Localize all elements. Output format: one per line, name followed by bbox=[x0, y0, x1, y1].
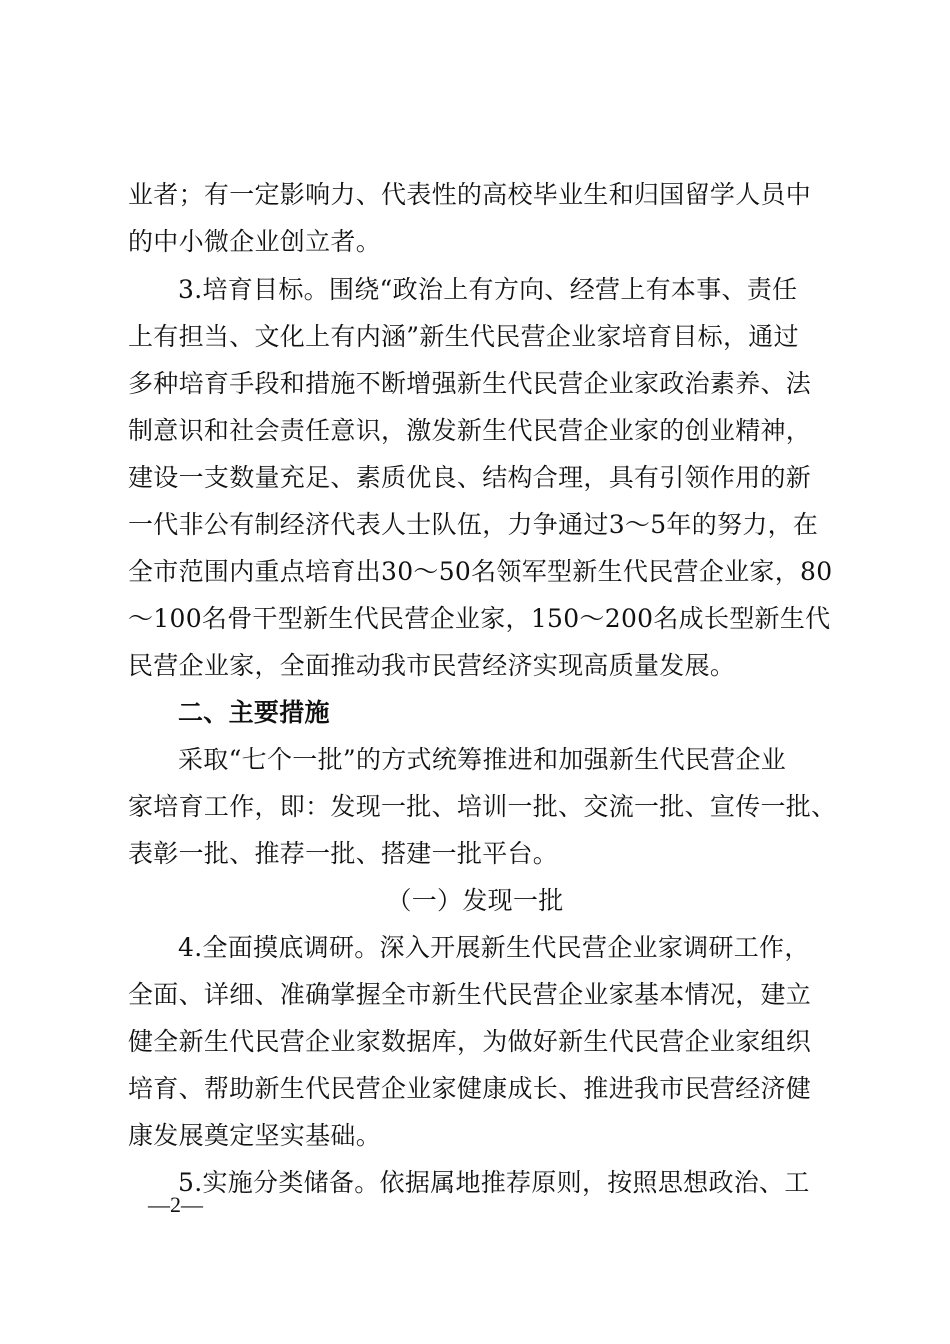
paragraph-line: 制意识和社会责任意识，激发新生代民营企业家的创业精神， bbox=[128, 416, 812, 445]
paragraph-line: 康发展奠定坚实基础。 bbox=[128, 1121, 382, 1150]
paragraph-line: 业者；有一定影响力、代表性的高校毕业生和归国留学人员中 bbox=[128, 180, 812, 209]
paragraph-line: 4.全面摸底调研。深入开展新生代民营企业家调研工作， bbox=[178, 933, 810, 962]
paragraph-line: 5.实施分类储备。依据属地推荐原则，按照思想政治、工 bbox=[178, 1168, 810, 1197]
subsection-heading: （一）发现一批 bbox=[386, 886, 564, 915]
paragraph-line: 多种培育手段和措施不断增强新生代民营企业家政治素养、法 bbox=[128, 369, 812, 398]
section-heading: 二、主要措施 bbox=[178, 698, 330, 727]
paragraph-line: 表彰一批、推荐一批、搭建一批平台。 bbox=[128, 839, 559, 868]
paragraph-line: 建设一支数量充足、素质优良、结构合理，具有引领作用的新 bbox=[128, 463, 812, 492]
paragraph-line: 健全新生代民营企业家数据库，为做好新生代民营企业家组织 bbox=[128, 1027, 812, 1056]
paragraph-line: 采取“七个一批”的方式统筹推进和加强新生代民营企业 bbox=[178, 745, 787, 774]
paragraph-line: ～100名骨干型新生代民营企业家，150～200名成长型新生代 bbox=[128, 604, 831, 633]
page-number: —2— bbox=[148, 1192, 203, 1217]
paragraph-line: 民营企业家，全面推动我市民营经济实现高质量发展。 bbox=[128, 651, 736, 680]
paragraph-line: 全面、详细、准确掌握全市新生代民营企业家基本情况，建立 bbox=[128, 980, 812, 1009]
paragraph-line: 一代非公有制经济代表人士队伍，力争通过3～5年的努力，在 bbox=[128, 510, 819, 539]
paragraph-line: 3.培育目标。围绕“政治上有方向、经营上有本事、责任 bbox=[178, 275, 798, 304]
paragraph-line: 上有担当、文化上有内涵”新生代民营企业家培育目标，通过 bbox=[128, 322, 799, 351]
paragraph-line: 的中小微企业创立者。 bbox=[128, 227, 382, 256]
paragraph-line: 培育、帮助新生代民营企业家健康成长、推进我市民营经济健 bbox=[128, 1074, 812, 1103]
paragraph-line: 全市范围内重点培育出30～50名领军型新生代民营企业家，80 bbox=[128, 557, 833, 586]
paragraph-line: 家培育工作，即：发现一批、培训一批、交流一批、宣传一批、 bbox=[128, 792, 837, 821]
